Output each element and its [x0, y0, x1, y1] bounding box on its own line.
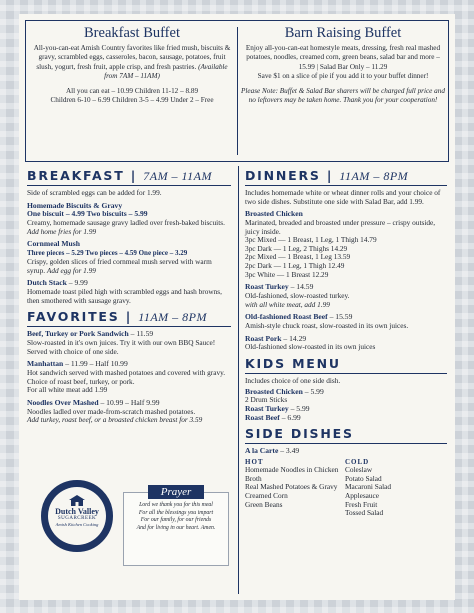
- sandwich-name: Beef, Turkey or Pork Sandwich: [27, 329, 129, 339]
- dinners-rule: [245, 185, 447, 186]
- logo-town: SUGARCREEK: [57, 516, 97, 521]
- menu-item-broasted-chicken: [245, 210, 447, 279]
- barn-buffet: [241, 25, 445, 105]
- list-item: Macaroni Salad: [345, 482, 391, 492]
- biscuits-desc-text: Creamy, homemade sausage gravy ladled over fresh-baked biscuits.: [27, 218, 225, 228]
- hot-sides-heading: HOT: [245, 458, 264, 467]
- kids-chicken-desc: 2 Drum Sticks: [245, 395, 288, 405]
- breakfast-rule: [27, 185, 231, 186]
- barn-buffet-save: Save $1 on a slice of pie if you add it to your buffet dinner!: [257, 72, 429, 81]
- manhattan-name: Manhattan: [27, 359, 64, 369]
- dinners-heading: DINNERS | 11AM – 8PM: [245, 168, 409, 183]
- sides-rule: [245, 443, 447, 444]
- manhattan-white-meat: For all white meat add 1.99: [27, 385, 108, 395]
- menu-item-dutch-stack: [27, 279, 231, 305]
- sides-heading: SIDE DISHES: [245, 426, 354, 442]
- chicken-row: 3pc Dark — 1 Leg, 2 Thighs 14.29: [245, 243, 348, 253]
- dinners-time: 11AM – 8PM: [339, 169, 409, 183]
- noodles-desc: Noodles ladled over made-from-scratch mashed potatoes.: [27, 406, 196, 416]
- prayer-line-1: Lord we thank you for this meal: [139, 502, 213, 508]
- kids-chicken-price: – 5.99: [304, 386, 324, 396]
- prayer-title: Prayer: [148, 485, 204, 499]
- roast-beef-price: – 15.59: [329, 312, 353, 322]
- breakfast-buffet-prices-1: All you can eat – 10.99 Children 11-12 – 8.89: [65, 86, 199, 95]
- favorites-time: 11AM – 8PM: [138, 310, 207, 325]
- chicken-desc: Marinated, breaded and broasted under pressure – crispy outside, juicy inside.: [245, 217, 436, 236]
- biscuits-options: One biscuit – 4.99 Two biscuits – 5.99: [27, 209, 148, 219]
- prayer-line-3: For our family, for our friends: [140, 517, 212, 524]
- dutch-stack-desc: Homemade toast piled high with scrambled eggs and hash browns, then smothered with sausage gravy.: [27, 286, 222, 305]
- cold-sides: [345, 458, 445, 518]
- sandwich-desc: Slow-roasted in it's own juices. Try it with our own BBQ Sauce! Served with choice of one side.: [27, 337, 216, 356]
- menu-item-noodles: [27, 399, 231, 425]
- kids-beef-name: Roast Beef: [245, 412, 280, 422]
- chicken-name: Broasted Chicken: [245, 209, 303, 219]
- barn-buffet-note: Please Note: Buffet & Salad Bar sharers will be charged full price and no leftovers may be taken home. Thank you for your cooperation!: [241, 86, 445, 105]
- roast-beef-desc: Amish-style chuck roast, slow-roasted in its own juices.: [245, 320, 409, 330]
- breakfast-heading-text: BREAKFAST: [27, 168, 125, 183]
- right-column: [245, 168, 447, 518]
- menu-item-roast-pork: [245, 335, 447, 352]
- breakfast-buffet-availability: (Available from 7AM – 11AM): [104, 62, 228, 81]
- chicken-row: 2pc Dark — 1 Leg, 1 Thigh 12.49: [245, 260, 345, 270]
- pork-price: – 14.29: [283, 333, 307, 343]
- list-item: Creamed Corn: [245, 491, 288, 501]
- dinners-intro: Includes homemade white or wheat dinner rolls and your choice of two side dishes. Substitute one side with Salad Bar, add 1.99.: [245, 188, 441, 206]
- breakfast-intro: Side of scrambled eggs can be added for 1.99.: [27, 188, 162, 197]
- list-item: Real Mashed Potatoes & Gravy: [245, 482, 338, 492]
- dinners-heading-text: DINNERS: [245, 168, 321, 183]
- cold-sides-heading: COLD: [345, 458, 370, 467]
- menu-item-sandwich: [27, 330, 231, 356]
- menu-sheet: [19, 14, 455, 600]
- column-divider: [238, 166, 239, 594]
- noodles-name: Noodles Over Mashed: [27, 397, 99, 407]
- breakfast-buffet-prices-2: Children 6-10 – 6.99 Children 3-5 – 4.99 Under 2 – Free: [50, 96, 214, 105]
- menu-item-manhattan: [27, 360, 231, 395]
- prayer-card: [123, 486, 229, 566]
- biscuits-desc: [27, 219, 231, 236]
- prayer-line-4: And for living in our heart. Amen.: [136, 524, 216, 531]
- kids-items: [245, 388, 447, 423]
- kids-rule: [245, 373, 447, 374]
- alacarte: [245, 447, 447, 456]
- kids-heading: KIDS MENU: [245, 355, 341, 371]
- kids-chicken-name: Broasted Chicken: [245, 386, 303, 396]
- buffet-divider: [237, 27, 238, 155]
- barn-buffet-desc: Enjoy all-you-can-eat homestyle meats, dressing, fresh real mashed potatoes, noodles, creamed corn, green beans, salad bar and more – 15.99 | Salad Bar Only – 11.29: [245, 44, 441, 71]
- dutch-stack-name: Dutch Stack: [27, 278, 67, 288]
- list-item: Green Beans: [245, 499, 283, 509]
- noodles-price: – 10.99 – Half 9.99: [100, 397, 160, 407]
- noodles-addon: Add turkey, roast beef, or a broasted chicken breast for 3.59: [27, 415, 203, 425]
- logo-tagline: Amish Kitchen Cooking: [55, 522, 99, 527]
- alacarte-name: A la Carte: [245, 446, 279, 456]
- menu-item-roast-turkey: [245, 283, 447, 309]
- breakfast-buffet-desc: [30, 44, 234, 82]
- kids-turkey-name: Roast Turkey: [245, 403, 289, 413]
- left-column: [27, 168, 231, 429]
- menu-item-biscuits: [27, 202, 231, 237]
- list-item: Applesauce: [345, 491, 380, 501]
- mush-name: Cornmeal Mush: [27, 239, 80, 249]
- turkey-addon: with all white meat, add 1.99: [245, 299, 330, 309]
- menu-item-mush: [27, 240, 231, 275]
- barn-icon: [68, 494, 86, 506]
- manhattan-price: – 11.99 – Half 10.99: [65, 359, 128, 369]
- list-item: Tossed Salad: [345, 508, 384, 518]
- mush-addon: Add egg for 1.99: [46, 265, 96, 275]
- dutch-valley-logo: [41, 480, 113, 552]
- breakfast-buffet-title: Breakfast Buffet: [84, 25, 180, 41]
- breakfast-buffet: [30, 25, 234, 105]
- list-item: Potato Salad: [345, 473, 382, 483]
- breakfast-time: 7AM – 11AM: [143, 169, 212, 183]
- roast-beef-name: Old-fashioned Roast Beef: [245, 312, 328, 322]
- sides-lists: [245, 458, 447, 518]
- logo-inner: [48, 487, 106, 545]
- list-item: Fresh Fruit: [345, 499, 378, 509]
- chicken-row: 3pc Mixed — 1 Breast, 1 Leg, 1 Thigh 14.79: [245, 235, 377, 245]
- menu-item-roast-beef: [245, 313, 447, 330]
- breakfast-buffet-desc-text: All-you-can-eat Amish Country favorites like fried mush, biscuits & gravy, scrambled eggs, casseroles, bacon, sausage, potatoes, fruit slush, yogurt, fresh fruit, apple crisp, and fresh pastries.: [33, 44, 231, 71]
- dutch-stack-price: – 9.99: [68, 278, 88, 288]
- favorites-heading-text: FAVORITES: [27, 309, 120, 325]
- list-item: Homemade Noodles in Chicken Broth: [245, 465, 339, 483]
- buffet-box: [25, 20, 449, 162]
- alacarte-price: – 3.49: [280, 446, 300, 456]
- favorites-heading: FAVORITES | 11AM – 8PM: [27, 309, 207, 325]
- logo-name: Dutch Valley: [55, 507, 99, 516]
- kids-turkey-price: – 5.99: [290, 403, 310, 413]
- prayer-line-2: For all the blessings you impart: [138, 509, 214, 516]
- hot-sides: [245, 458, 345, 518]
- chicken-row: 2pc Mixed — 1 Breast, 1 Leg 13.59: [245, 252, 351, 262]
- mush-desc: [27, 258, 231, 275]
- kids-intro: Includes choice of one side dish.: [245, 375, 341, 385]
- turkey-name: Roast Turkey: [245, 282, 289, 292]
- biscuits-addon: Add home fries for 1.99: [27, 226, 97, 236]
- favorites-rule: [27, 326, 231, 327]
- breakfast-heading: BREAKFAST | 7AM – 11AM: [27, 168, 212, 183]
- chicken-row: 3pc White — 1 Breast 12.29: [245, 269, 329, 279]
- barn-buffet-title: Barn Raising Buffet: [284, 25, 402, 41]
- pork-desc: Old-fashioned slow-roasted in its own juices: [245, 342, 376, 352]
- manhattan-desc: Hot sandwich served with mashed potatoes and covered with gravy. Choice of roast beef, turkey, or pork.: [27, 367, 226, 386]
- turkey-desc: Old-fashioned, slow-roasted turkey.: [245, 290, 350, 300]
- sandwich-price: – 11.59: [130, 329, 154, 339]
- mush-desc-text: Crispy, golden slices of fried cornmeal mush served with warm syrup.: [27, 256, 212, 275]
- kids-beef: [245, 414, 447, 423]
- kids-beef-price: – 6.99: [281, 412, 301, 422]
- mush-options: Three pieces – 5.29 Two pieces – 4.59 One piece – 3.29: [27, 249, 188, 258]
- pork-name: Roast Pork: [245, 333, 282, 343]
- turkey-price: – 14.59: [290, 282, 314, 292]
- biscuits-name: Homemade Biscuits & Gravy: [27, 200, 123, 210]
- list-item: Coleslaw: [345, 465, 373, 475]
